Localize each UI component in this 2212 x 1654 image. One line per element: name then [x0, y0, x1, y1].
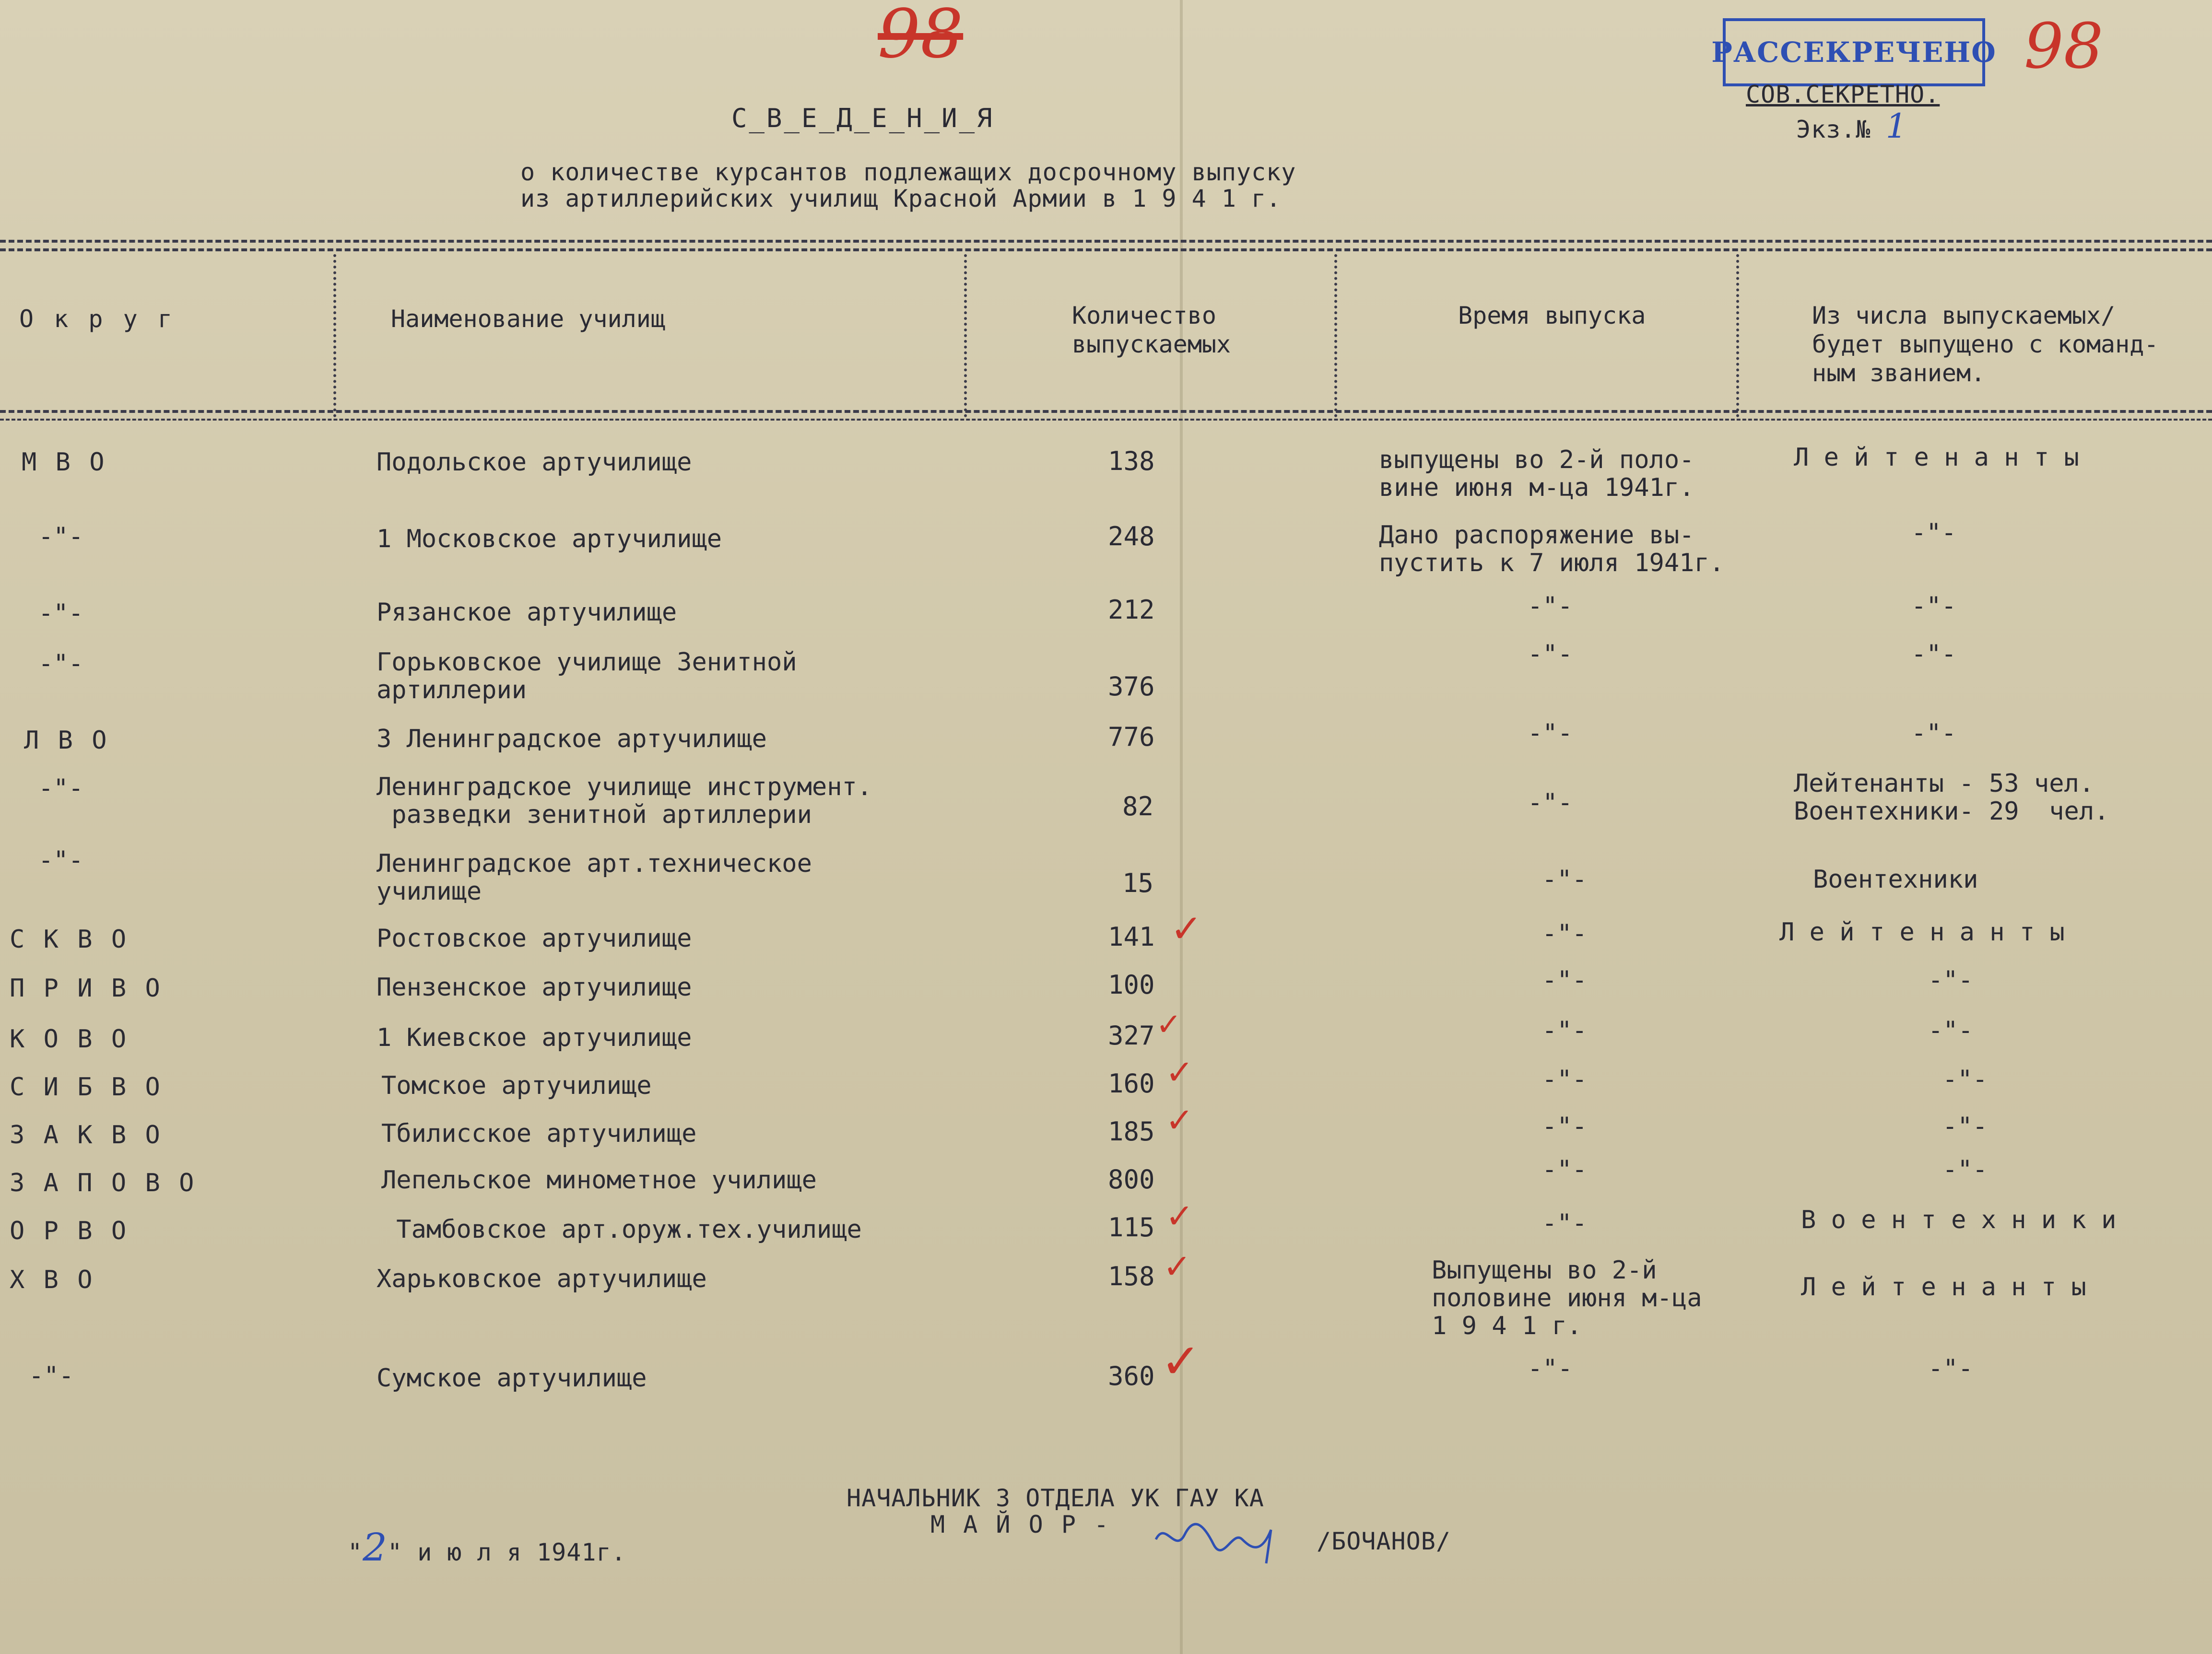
column-header-school: Наименование училищ	[391, 305, 665, 333]
row-rank: -"-	[1942, 1065, 1988, 1094]
handwritten-signature	[1151, 1511, 1285, 1570]
date-quote-open: "	[348, 1538, 363, 1566]
column-divider-1	[333, 254, 336, 417]
row-school: Сумское артучилище	[377, 1364, 647, 1393]
row-time: Выпущены во 2-й половине июня м-ца 1 9 4 1 г.	[1432, 1256, 1702, 1340]
row-okrug: О Р В О	[10, 1217, 129, 1245]
row-okrug: -"-	[38, 774, 83, 803]
row-school: Тамбовское арт.оруж.тех.училище	[381, 1215, 862, 1244]
row-school: 3 Ленинградское артучилище	[377, 725, 767, 753]
row-okrug: С К В О	[10, 925, 129, 954]
row-rank: В о е н т е х н и к и	[1801, 1206, 2117, 1234]
row-count: 141	[1108, 922, 1155, 952]
row-okrug: К О В О	[10, 1025, 129, 1054]
row-okrug: Л В О	[24, 726, 109, 755]
row-okrug: -"-	[29, 1361, 74, 1390]
row-time: -"-	[1542, 1209, 1587, 1238]
footer-name: /БОЧАНОВ/	[1317, 1527, 1451, 1555]
row-count: 327	[1108, 1021, 1155, 1051]
red-check-icon: ✓	[1165, 1197, 1194, 1236]
row-rank: -"-	[1942, 1112, 1988, 1141]
row-time: -"-	[1542, 1112, 1587, 1141]
row-count: 248	[1108, 521, 1155, 551]
row-time: -"-	[1528, 1354, 1573, 1383]
date-day-handwritten: 2	[363, 1525, 388, 1570]
red-check-icon: ✓	[1170, 906, 1203, 951]
row-time: -"-	[1528, 788, 1573, 817]
row-school: Лепельское минометное училище	[381, 1166, 817, 1195]
column-divider-4	[1736, 254, 1739, 417]
row-count: 115	[1108, 1212, 1155, 1243]
row-school: Пензенское артучилище	[377, 973, 692, 1002]
archive-page-number-red-crossed: 98	[878, 0, 964, 73]
red-check-icon: ✓	[1165, 1101, 1194, 1140]
copy-prefix: Экз.№	[1796, 116, 1871, 143]
column-divider-3	[1334, 254, 1337, 417]
row-okrug: Х В О	[10, 1266, 94, 1294]
row-time: -"-	[1542, 1155, 1587, 1184]
row-time: -"-	[1542, 1065, 1587, 1094]
row-school: 1 Московское артучилище	[377, 525, 722, 553]
column-header-count: Количество выпускаемых	[1072, 302, 1231, 358]
copy-label	[1796, 106, 1907, 146]
row-school: Ленинградское училище инструмент. разведки зенитной артиллерии	[377, 773, 872, 829]
row-school: Рязанское артучилище	[377, 598, 677, 627]
row-count: 376	[1108, 671, 1155, 702]
row-time: -"-	[1542, 1016, 1587, 1045]
document-subtitle-1: о количестве курсантов подлежащих досрочному выпуску	[520, 158, 1296, 186]
row-okrug: М В О	[22, 448, 106, 477]
row-time: выпущены во 2-й поло- вине июня м-ца 1941г.	[1379, 446, 1694, 502]
row-okrug: С И Б В О	[10, 1073, 162, 1102]
declassified-stamp: РАССЕКРЕЧЕНО	[1723, 18, 1985, 86]
row-rank: -"-	[1911, 518, 1956, 547]
row-rank: -"-	[1911, 719, 1956, 748]
row-count: 158	[1108, 1261, 1155, 1291]
copy-number: 1	[1885, 106, 1908, 146]
row-count: 212	[1108, 595, 1155, 625]
table-header-rule	[0, 410, 2212, 413]
row-count: 160	[1108, 1068, 1155, 1099]
document-subtitle-2: из артиллерийских училищ Красной Армии в 1 9 4 1 г.	[520, 185, 1282, 212]
row-rank: -"-	[1911, 592, 1956, 621]
date-rest: " и ю л я 1941г.	[388, 1538, 626, 1566]
row-rank: Лейтенанты - 53 чел. Воентехники- 29 чел.	[1794, 769, 2109, 826]
row-count: 15	[1122, 868, 1154, 898]
row-okrug: -"-	[38, 599, 83, 628]
row-okrug: -"-	[38, 846, 83, 875]
row-rank: -"-	[1942, 1155, 1988, 1184]
row-school: Томское артучилище	[381, 1071, 652, 1100]
red-check-icon: ✓	[1161, 1333, 1201, 1389]
row-count: 800	[1108, 1164, 1155, 1195]
footer-position-line-1: НАЧАЛЬНИК 3 ОТДЕЛА УК ГАУ КА	[847, 1484, 1264, 1512]
document-title: С_В_Е_Д_Е_Н_И_Я	[731, 103, 994, 133]
row-rank: Л е й т е н а н т ы	[1794, 443, 2079, 472]
row-okrug: З А П О В О	[10, 1169, 196, 1197]
secrecy-label: СОВ.СЕКРЕТНО.	[1746, 81, 1940, 108]
row-rank: -"-	[1928, 966, 1973, 995]
row-time: -"-	[1542, 919, 1587, 948]
column-header-time: Время выпуска	[1458, 302, 1646, 329]
red-check-icon: ✓	[1156, 1007, 1182, 1043]
row-count: 138	[1108, 446, 1155, 476]
row-rank: -"-	[1928, 1016, 1973, 1045]
row-count: 185	[1108, 1116, 1155, 1147]
table-header-rule-2	[0, 419, 2212, 421]
row-rank: Воентехники	[1813, 865, 1978, 894]
row-school: Ленинградское арт.техническое училище	[377, 849, 812, 906]
row-time: -"-	[1542, 865, 1587, 894]
row-school: Харьковское артучилище	[377, 1265, 707, 1293]
red-check-icon: ✓	[1163, 1247, 1191, 1286]
row-rank: -"-	[1928, 1354, 1973, 1383]
row-okrug: З А К В О	[10, 1121, 162, 1150]
footer-position-line-2: М А Й О Р -	[930, 1511, 1111, 1538]
row-school: 1 Киевское артучилище	[377, 1023, 692, 1052]
table-top-rule	[0, 240, 2212, 243]
row-count: 82	[1122, 791, 1154, 821]
red-check-icon: ✓	[1165, 1053, 1194, 1092]
row-count: 360	[1108, 1361, 1155, 1391]
row-school: Горьковское училище Зенитной артиллерии	[377, 648, 797, 704]
column-header-okrug: О к р у г	[19, 305, 175, 333]
row-time: -"-	[1528, 719, 1573, 748]
row-time: -"-	[1542, 966, 1587, 995]
footer-date	[348, 1525, 626, 1570]
row-time: -"-	[1528, 592, 1573, 621]
row-school: Тбилисское артучилище	[381, 1119, 697, 1148]
row-school: Ростовское артучилище	[377, 924, 692, 953]
row-count: 776	[1108, 722, 1155, 752]
row-okrug: П Р И В О	[10, 974, 162, 1003]
row-rank: Л е й т е н а н т ы	[1779, 918, 2065, 947]
row-count: 100	[1108, 970, 1155, 1000]
row-school: Подольское артучилище	[377, 448, 692, 477]
column-header-rank: Из числа выпускаемых/ будет выпущено с команд- ным званием.	[1812, 302, 2159, 387]
row-rank: Л е й т е н а н т ы	[1801, 1273, 2086, 1302]
row-time: Дано распоряжение вы- пустить к 7 июля 1941г.	[1379, 521, 1725, 577]
row-rank: -"-	[1911, 640, 1956, 669]
archive-page-number-red: 98	[2024, 10, 2104, 82]
row-okrug: -"-	[38, 649, 83, 678]
table-top-rule-2	[0, 248, 2212, 251]
column-divider-2	[964, 254, 967, 417]
row-time: -"-	[1528, 640, 1573, 669]
row-okrug: -"-	[38, 522, 83, 551]
